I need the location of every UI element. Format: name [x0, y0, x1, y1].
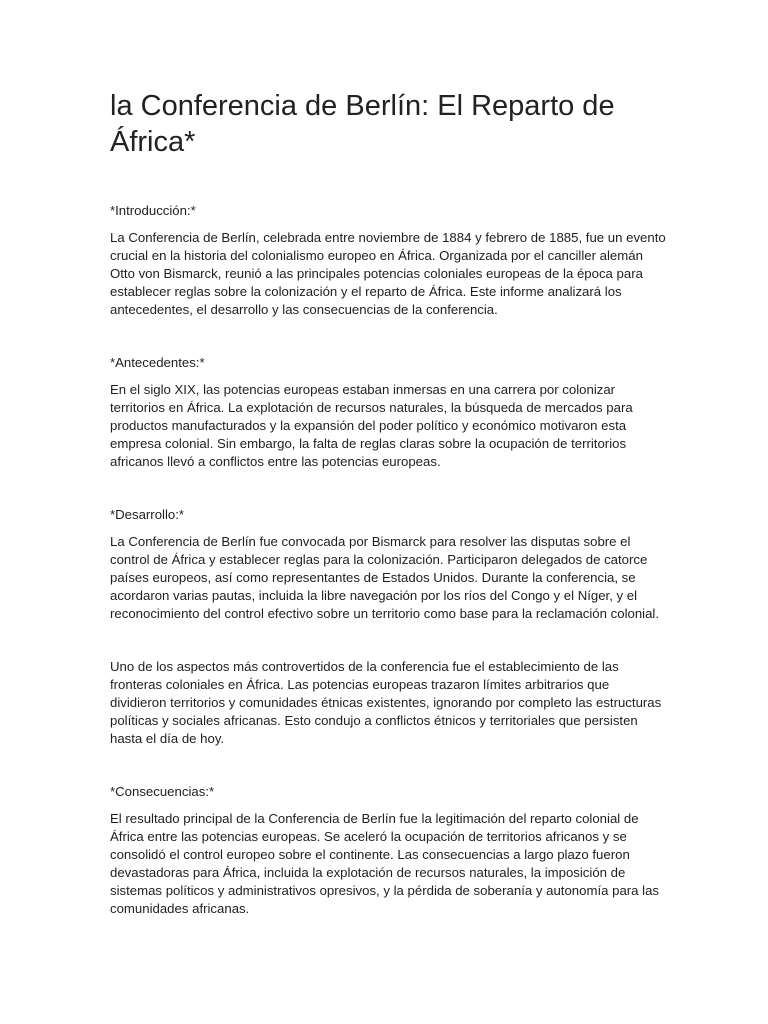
section-heading-consecuencias: *Consecuencias:*	[110, 784, 215, 799]
section-heading-antecedentes: *Antecedentes:*	[110, 355, 205, 370]
paragraph-introduccion: La Conferencia de Berlín, celebrada entre noviembre de 1884 y febrero de 1885, fue un evento crucial en la historia del colonialismo europeo en África. Organizada por el canciller alemán Otto von Bismarck, reunió a las principales potencias coloniales europeas de la época para establecer reglas sobre la colonización y el reparto de África. Este informe analizará los antecedentes, el desarrollo y las consecuencias de la conferencia.	[110, 230, 666, 317]
document-title: la Conferencia de Berlín: El Reparto de África*	[110, 90, 615, 158]
paragraph-antecedentes: En el siglo XIX, las potencias europeas estaban inmersas en una carrera por colonizar territorios en África. La explotación de recursos naturales, la búsqueda de mercados para productos manufacturados y la expansión del poder político y económico motivaron esta empresa colonial. Sin embargo, la falta de reglas claras sobre la ocupación de territorios africanos llevó a conflictos entre las potencias europeas.	[110, 382, 633, 469]
section-heading-desarrollo: *Desarrollo:*	[110, 507, 185, 522]
paragraph-desarrollo-1: La Conferencia de Berlín fue convocada por Bismarck para resolver las disputas sobre el control de África y establecer reglas para la colonización. Participaron delegados de catorce países europeos, así como representantes de Estados Unidos. Durante la conferencia, se acordaron varias pautas, incluida la libre navegación por los ríos del Congo y el Níger, y el reconocimiento del control efectivo sobre un territorio como base para la reclamación colonial.	[110, 534, 660, 621]
paragraph-desarrollo-2: Uno de los aspectos más controvertidos de la conferencia fue el establecimiento de las fronteras coloniales en África. Las potencias europeas trazaron límites arbitrarios que dividieron territorios y comunidades étnicas existentes, ignorando por completo las estructuras políticas y sociales africanas. Esto condujo a conflictos étnicos y territoriales que persisten hasta el día de hoy.	[110, 659, 662, 746]
paragraph-consecuencias: El resultado principal de la Conferencia de Berlín fue la legitimación del reparto colonial de África entre las potencias europeas. Se aceleró la ocupación de territorios africanos y se consolidó el control europeo sobre el continente. Las consecuencias a largo plazo fueron devastadoras para África, incluida la explotación de recursos naturales, la imposición de sistemas políticos y administrativos opresivos, y la pérdida de soberanía y autonomía para las comunidades africanas.	[110, 811, 660, 916]
section-heading-introduccion: *Introducción:*	[110, 203, 196, 218]
